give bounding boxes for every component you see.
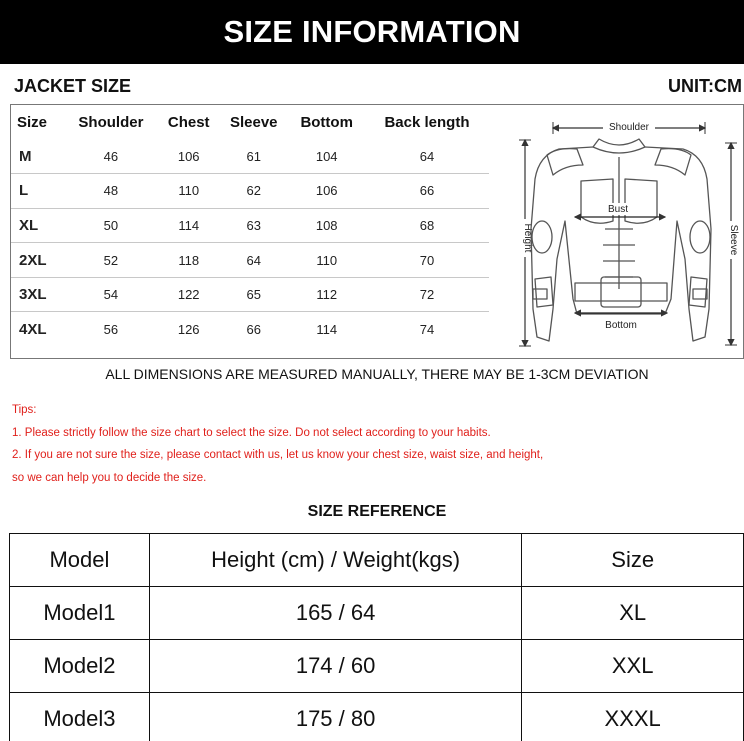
- shoulder-cell: 52: [64, 243, 159, 278]
- shoulder-cell: 48: [64, 174, 159, 209]
- chest-cell: 106: [177, 148, 200, 164]
- column-header-shoulder: Shoulder: [78, 113, 144, 131]
- sleeve-measure: [724, 143, 739, 345]
- jacket-size-chart: [10, 104, 744, 359]
- height-weight-cell: 165 / 64: [149, 587, 521, 640]
- tips-title: Tips:: [12, 404, 37, 416]
- unit-label: UNIT:CM: [668, 76, 742, 96]
- shoulder-label: Shoulder: [608, 122, 650, 133]
- tips-line: so we can help you to decide the size.: [12, 471, 207, 484]
- deviation-note: ALL DIMENSIONS ARE MEASURED MANUALLY, THERE MAY BE 1-3CM DEVIATION: [105, 366, 649, 382]
- column-header-size: Size: [522, 534, 744, 587]
- tips-section: [12, 402, 543, 492]
- column-header-chest: Chest: [167, 113, 210, 131]
- table-row: [11, 312, 489, 347]
- tips-line: 2. If you are not sure the size, please contact with us, let us know your chest size, waist size, and height,: [12, 449, 544, 461]
- back-length-cell: 74: [365, 312, 489, 347]
- bust-label: Bust: [607, 204, 629, 215]
- table-row: [11, 277, 489, 312]
- chest-cell: 114: [158, 208, 219, 243]
- height-label: Height: [522, 223, 533, 253]
- column-header-sleeve: Sleeve: [229, 113, 278, 131]
- bottom-cell: 104: [315, 148, 338, 164]
- column-header-model: Model: [10, 534, 150, 587]
- table-row: [11, 139, 489, 174]
- bottom-label: Bottom: [605, 320, 637, 331]
- size-cell: XL: [11, 208, 64, 243]
- banner-title: SIZE INFORMATION: [223, 14, 521, 49]
- bottom-cell: 112: [288, 277, 365, 312]
- jacket-measurement-diagram: [495, 109, 743, 355]
- column-header-size: Size: [17, 113, 48, 131]
- sleeve-cell: 66: [219, 312, 288, 347]
- back-length-cell: 70: [365, 243, 489, 278]
- size-reference-table: [9, 533, 744, 741]
- back-length-cell: 68: [365, 208, 489, 243]
- size-cell: L: [11, 174, 64, 209]
- back-length-cell: 66: [365, 174, 489, 209]
- size-cell: XL: [522, 587, 744, 640]
- bottom-cell: 106: [288, 174, 365, 209]
- jacket-size-heading: JACKET SIZE: [14, 76, 132, 96]
- table-row: [11, 174, 489, 209]
- column-header-bottom: Bottom: [300, 113, 353, 131]
- sleeve-cell: 65: [219, 277, 288, 312]
- shoulder-cell: 54: [64, 277, 159, 312]
- table-header-row: [10, 534, 744, 587]
- size-information-banner: [0, 0, 744, 64]
- size-cell: XXL: [522, 640, 744, 693]
- bust-measure: [575, 203, 665, 217]
- sleeve-label: Sleeve: [728, 224, 739, 256]
- size-cell: 4XL: [11, 312, 64, 347]
- column-header-height-weight: Height (cm) / Weight(kgs): [149, 534, 521, 587]
- height-weight-cell: 174 / 60: [149, 640, 521, 693]
- model-cell: Model3: [10, 693, 150, 741]
- jacket-outline: [531, 139, 711, 341]
- height-weight-cell: 175 / 80: [149, 693, 521, 741]
- bottom-cell: 110: [288, 243, 365, 278]
- shoulder-measure: [553, 120, 705, 134]
- size-cell: XXXL: [522, 693, 744, 741]
- jacket-size-table: [11, 105, 489, 347]
- table-row: [10, 693, 744, 741]
- table-row: [10, 587, 744, 640]
- model-cell: Model2: [10, 640, 150, 693]
- sleeve-cell: 64: [219, 243, 288, 278]
- model-cell: Model1: [10, 587, 150, 640]
- sleeve-cell: 62: [219, 174, 288, 209]
- size-cell: M: [19, 147, 32, 165]
- table-row: [11, 243, 489, 278]
- chest-cell: 110: [158, 174, 219, 209]
- chest-cell: 126: [158, 312, 219, 347]
- chest-cell: 118: [158, 243, 219, 278]
- shoulder-cell: 56: [64, 312, 159, 347]
- size-cell: 2XL: [11, 243, 64, 278]
- bottom-measure: [575, 313, 667, 331]
- table-row: [10, 640, 744, 693]
- sleeve-cell: 61: [246, 148, 261, 164]
- back-length-cell: 64: [419, 148, 435, 164]
- bottom-cell: 114: [288, 312, 365, 347]
- shoulder-cell: 50: [64, 208, 159, 243]
- bottom-cell: 108: [288, 208, 365, 243]
- table-header-row: [11, 105, 489, 139]
- column-header-back-length: Back length: [384, 113, 470, 131]
- size-cell: 3XL: [11, 277, 64, 312]
- back-length-cell: 72: [365, 277, 489, 312]
- size-reference-heading: SIZE REFERENCE: [307, 503, 447, 520]
- sleeve-cell: 63: [219, 208, 288, 243]
- chest-cell: 122: [158, 277, 219, 312]
- table-row: [11, 208, 489, 243]
- shoulder-cell: 46: [103, 148, 119, 164]
- tips-line: 1. Please strictly follow the size chart to select the size. Do not select according to your habits.: [12, 426, 491, 439]
